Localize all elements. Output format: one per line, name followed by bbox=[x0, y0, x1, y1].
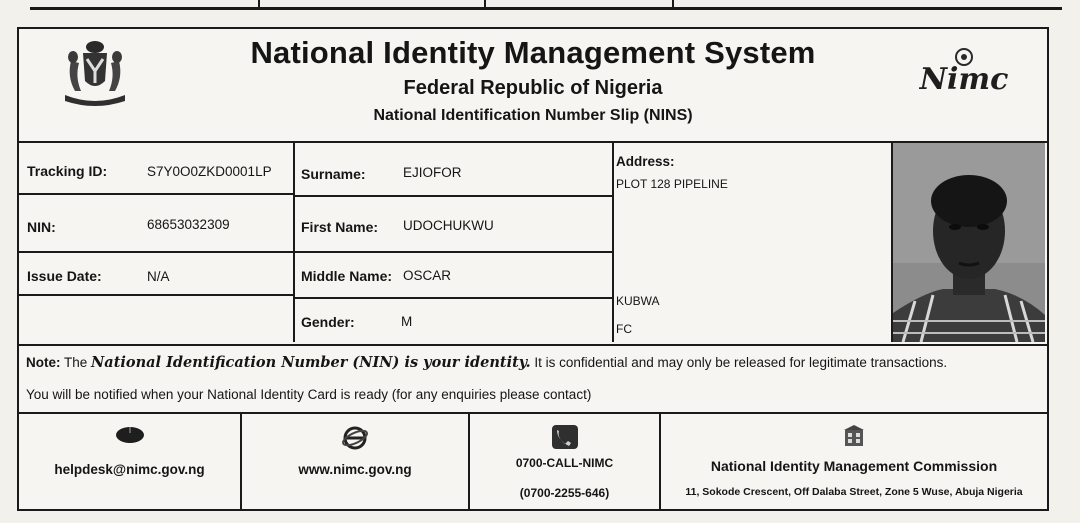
phone-number[interactable]: 0700-CALL-NIMC bbox=[515, 456, 614, 470]
organization-cell bbox=[661, 412, 1047, 509]
note-emphasis: National Identification Number (NIN) is your identity. bbox=[91, 354, 531, 371]
website-cell bbox=[242, 412, 468, 509]
note-prefix: Note: bbox=[26, 355, 61, 370]
nin-value: 68653032309 bbox=[147, 217, 230, 232]
divider bbox=[293, 297, 613, 299]
note-line-2: You will be notified when your National Identity Card is ready (for any enquiries please contact) bbox=[26, 387, 592, 402]
first-name-label: First Name: bbox=[301, 219, 379, 235]
phone-icon bbox=[551, 424, 579, 450]
edge-tick bbox=[672, 0, 674, 8]
divider bbox=[293, 251, 613, 253]
address-line-2: KUBWA bbox=[616, 294, 660, 308]
mouse-icon bbox=[115, 424, 145, 444]
nin-slip bbox=[17, 27, 1049, 511]
email-cell bbox=[19, 412, 240, 509]
tracking-id-value: S7Y0O0ZKD0001LP bbox=[147, 164, 272, 179]
divider bbox=[19, 251, 293, 253]
divider bbox=[293, 141, 295, 342]
previous-document-edge bbox=[30, 0, 1062, 10]
note-section bbox=[19, 344, 1047, 414]
identity-details bbox=[19, 141, 1047, 346]
divider bbox=[19, 193, 293, 195]
phone-number-numeric[interactable]: (0700-2255-646) bbox=[519, 486, 610, 500]
building-icon bbox=[842, 424, 866, 448]
issue-date-value: N/A bbox=[147, 269, 170, 284]
nin-label: NIN: bbox=[27, 219, 56, 235]
passport-photo bbox=[893, 143, 1045, 342]
slip-title: National Identification Number Slip (NINS) bbox=[373, 107, 693, 124]
note-line-1 bbox=[26, 354, 947, 371]
first-name-value: UDOCHUKWU bbox=[403, 218, 494, 233]
organization-address: 11, Sokode Crescent, Off Dalaba Street, Zone 5 Wuse, Abuja Nigeria bbox=[685, 486, 1023, 498]
edge-tick bbox=[484, 0, 486, 8]
phone-cell bbox=[470, 412, 659, 509]
divider bbox=[19, 294, 293, 296]
gender-label: Gender: bbox=[301, 314, 355, 330]
issue-date-label: Issue Date: bbox=[27, 268, 102, 284]
contact-footer bbox=[19, 412, 1047, 509]
middle-name-value: OSCAR bbox=[403, 268, 452, 283]
system-title: National Identity Management System bbox=[250, 35, 816, 70]
helpdesk-email[interactable]: helpdesk@nimc.gov.ng bbox=[54, 462, 205, 477]
slip-header bbox=[19, 29, 1047, 143]
nimc-logo-text: Nimc bbox=[919, 62, 1009, 97]
country-subtitle: Federal Republic of Nigeria bbox=[403, 77, 663, 99]
edge-tick bbox=[258, 0, 260, 8]
surname-label: Surname: bbox=[301, 166, 366, 182]
address-line-3: FC bbox=[616, 322, 632, 336]
note-lead: The bbox=[64, 355, 88, 370]
website-link[interactable]: www.nimc.gov.ng bbox=[298, 462, 412, 477]
surname-value: EJIOFOR bbox=[403, 165, 462, 180]
note-rest: It is confidential and may only be released for legitimate transactions. bbox=[534, 355, 948, 370]
tracking-id-label: Tracking ID: bbox=[27, 163, 108, 179]
address-label: Address: bbox=[616, 154, 675, 169]
organization-name: National Identity Management Commission bbox=[710, 458, 998, 474]
address-line-1: PLOT 128 PIPELINE bbox=[616, 177, 728, 191]
divider bbox=[612, 141, 614, 342]
nimc-logo bbox=[919, 41, 1009, 101]
gender-value: M bbox=[401, 314, 413, 329]
internet-explorer-icon bbox=[341, 424, 369, 452]
divider bbox=[293, 195, 613, 197]
middle-name-label: Middle Name: bbox=[301, 268, 393, 284]
